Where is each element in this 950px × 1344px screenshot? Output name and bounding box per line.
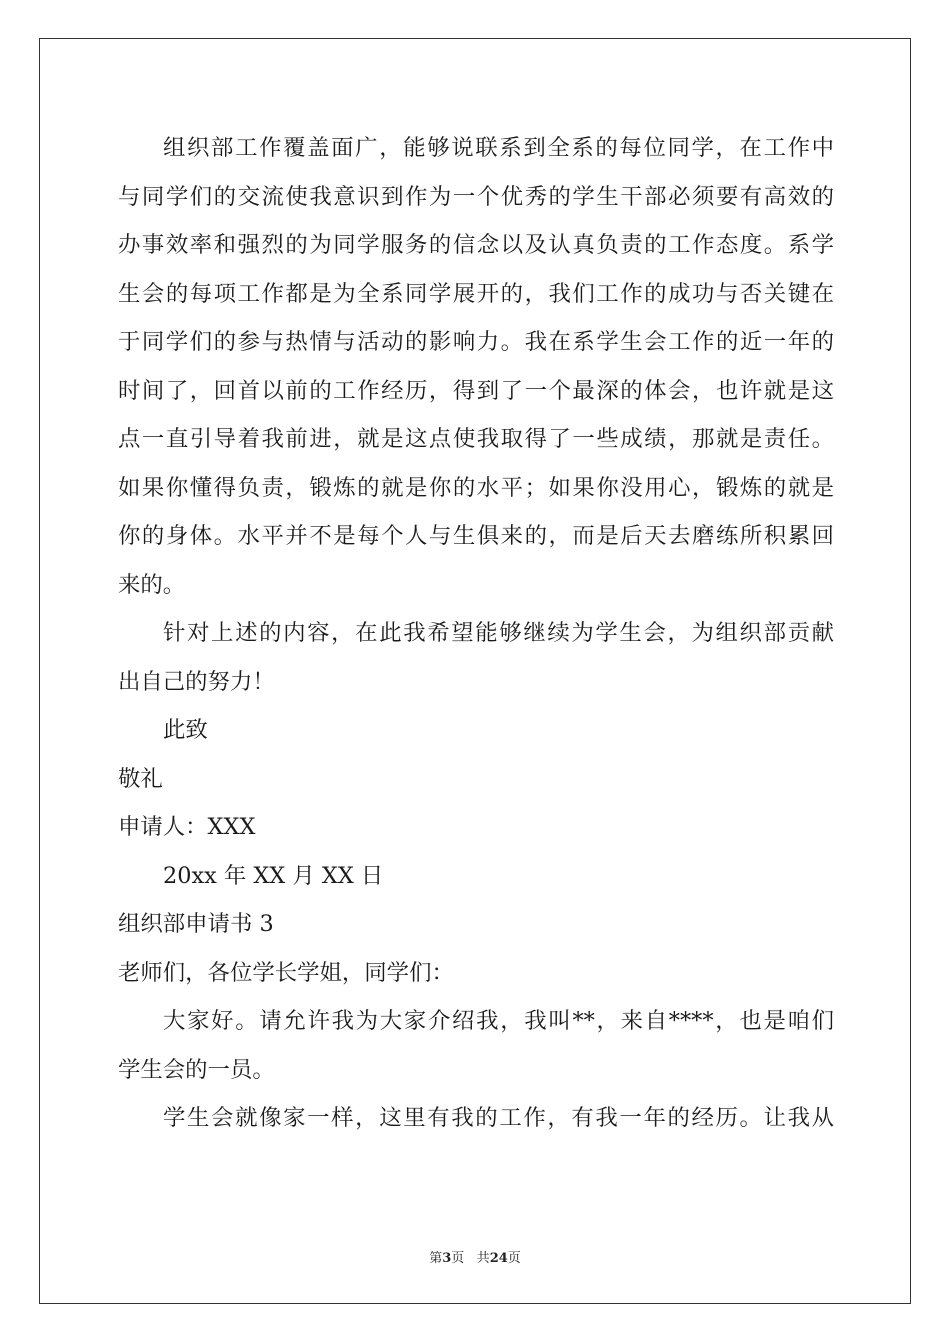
text-line: 生会的每项工作都是为全系同学展开的，我们工作的成功与否关键在 [118,280,834,307]
applicant-line: 申请人：XXX [118,814,256,840]
page-number: 3 [442,1251,452,1266]
text-line: 学生会的一员。 [118,1056,275,1083]
text-line: 于同学们的参与热情与活动的影响力。我在系学生会工作的近一年的 [118,329,834,355]
total-pages: 24 [489,1251,508,1266]
text-line: 时间了，回首以前的工作经历，得到了一个最深的体会，也许就是这 [118,377,834,404]
text-line: 出自己的努力！ [118,668,275,695]
total-prefix: 共 [476,1251,490,1266]
text-line: 办事效率和强烈的为同学服务的信念以及认真负责的工作态度。系学 [118,232,834,258]
page-prefix: 第 [429,1251,443,1266]
text-line: 来的。 [118,571,186,598]
document-body [118,124,834,1143]
greeting-line: 老师们，各位学长学姐，同学们： [118,959,454,986]
text-line: 如果你懂得负责，锻炼的就是你的水平；如果你没用心，锻炼的就是 [118,474,834,501]
page-footer [0,1247,950,1266]
text-line: 点一直引导着我前进，就是这点使我取得了一些成绩，那就是责任。 [118,426,834,452]
text-line: 学生会就像家一样，这里有我的工作，有我一年的经历。让我从 [163,1105,834,1131]
text-line: 与同学们的交流使我意识到作为一个优秀的学生干部必须要有高效的 [118,183,834,210]
text-line: 组织部工作覆盖面广，能够说联系到全系的每位同学，在工作中 [163,135,834,161]
page-suffix: 页 [451,1251,465,1266]
date-line: 20xx 年 XX 月 XX 日 [163,862,384,889]
closing-regards: 敬礼 [118,765,163,792]
text-line: 大家好。请允许我为大家介绍我，我叫**，来自****，也是咱们 [163,1008,834,1034]
text-line: 针对上述的内容，在此我希望能够继续为学生会，为组织部贡献 [163,620,834,646]
total-suffix: 页 [507,1251,521,1266]
closing-salutation: 此致 [163,717,208,743]
text-line: 你的身体。水平并不是每个人与生俱来的，而是后天去磨练所积累回 [118,523,834,549]
section-title: 组织部申请书 3 [118,911,274,937]
